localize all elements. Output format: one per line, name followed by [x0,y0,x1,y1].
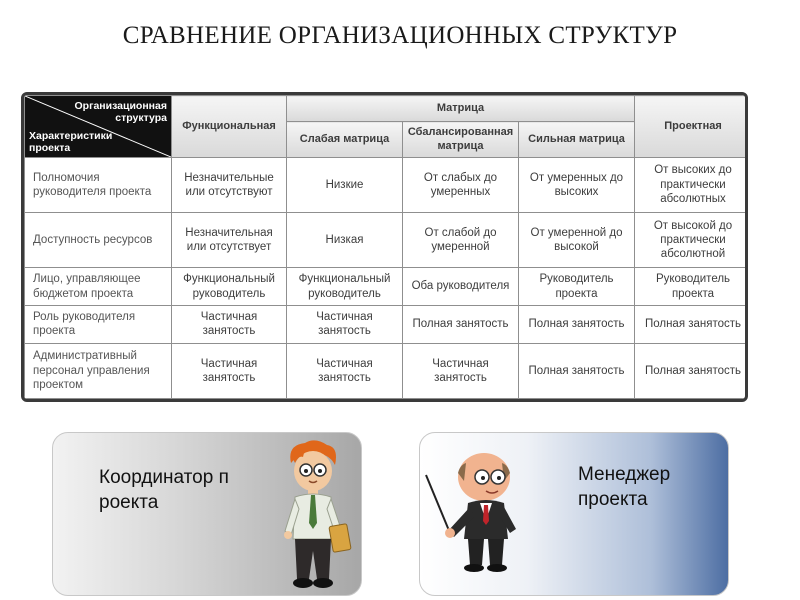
table-cell: Функциональный руководитель [172,268,287,306]
coordinator-card [52,432,362,596]
table-cell: Низкие [287,158,403,213]
table-row [25,158,749,213]
table-cell: Полная занятость [635,306,749,344]
table-cell: От слабой до умеренной [403,213,519,268]
comparison-table [24,95,748,399]
table-cell: Низкая [287,213,403,268]
table-cell: Частичная занятость [172,306,287,344]
table-cell: Частичная занятость [403,343,519,398]
table-cell: От умеренных до высоких [519,158,635,213]
corner-header [25,96,172,158]
table-cell: Полная занятость [635,343,749,398]
table-cell: Руководитель проекта [519,268,635,306]
row-label: Полномочия руководителя проекта [25,158,172,213]
manager-figure-icon [424,447,542,573]
corner-header-characteristics: Характеристики проекта [29,129,113,154]
header-strong-matrix: Сильная матрица [519,122,635,158]
table-cell: Частичная занятость [287,343,403,398]
slide-title: СРАВНЕНИЕ ОРГАНИЗАЦИОННЫХ СТРУКТУР [122,22,678,49]
manager-label: Менеджер проекта [578,464,671,510]
table-row [25,306,749,344]
table-cell: Незначительная или отсутствует [172,213,287,268]
table-cell: От высокой до практически абсолютной [635,213,749,268]
row-label: Лицо, управляющее бюджетом проекта [25,268,172,306]
corner-header-structure: Организационная структура [74,100,167,125]
table-cell: Полная занятость [403,306,519,344]
table-cell: Полная занятость [519,306,635,344]
row-label: Административный персонал управления проектом [25,343,172,398]
table-cell: Функциональный руководитель [287,268,403,306]
coordinator-label: Координатор проекта [99,467,229,513]
header-weak-matrix: Слабая матрица [287,122,403,158]
row-label: Доступность ресурсов [25,213,172,268]
table-cell: Частичная занятость [287,306,403,344]
header-balanced-matrix: Сбалансированная матрица [403,122,519,158]
comparison-table-frame [21,92,748,402]
table-row [25,268,749,306]
header-matrix: Матрица [287,96,635,122]
table-row [25,213,749,268]
table-row [25,343,749,398]
table-cell: Руководитель проекта [635,268,749,306]
row-label: Роль руководителя проекта [25,306,172,344]
table-cell: Оба руководителя [403,268,519,306]
table-cell: Полная занятость [519,343,635,398]
table-cell: От слабых до умеренных [403,158,519,213]
table-cell: От умеренной до высокой [519,213,635,268]
manager-card [419,432,729,596]
table-cell: Незначительные или отсутствуют [172,158,287,213]
coordinator-figure-icon [273,439,357,595]
header-project: Проектная [635,96,749,158]
table-cell: От высоких до практически абсолютных [635,158,749,213]
table-cell: Частичная занятость [172,343,287,398]
header-functional: Функциональная [172,96,287,158]
